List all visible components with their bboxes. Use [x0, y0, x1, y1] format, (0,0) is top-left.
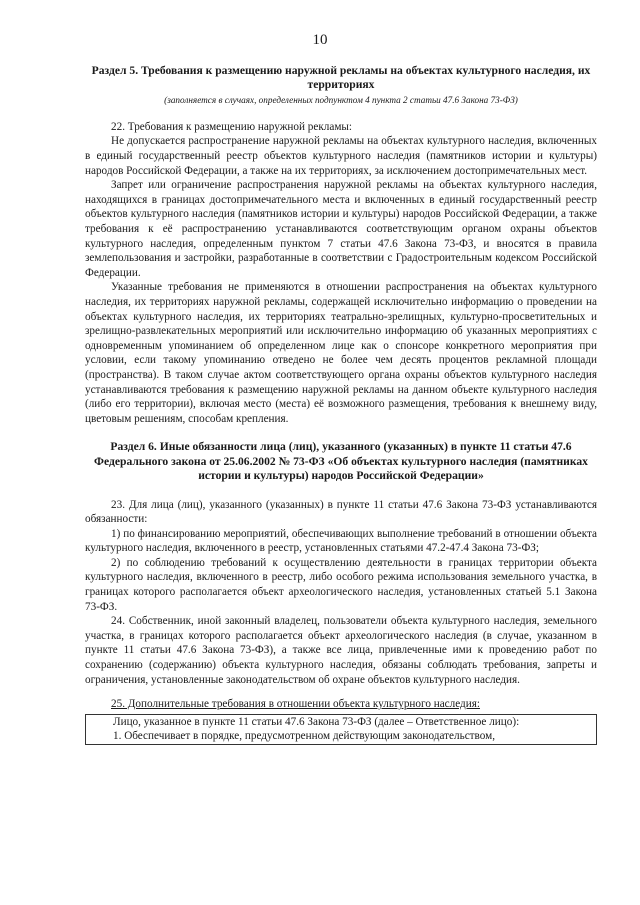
paragraph: 23. Для лица (лиц), указанного (указанных) в пункте 11 статьи 47.6 Закона 73-ФЗ устанавливаются обязанности: — [85, 498, 597, 526]
paragraph: 22. Требования к размещению наружной рекламы: — [111, 120, 353, 133]
box-line: Лицо, указанное в пункте 11 статьи 47.6 Закона 73-ФЗ (далее – Ответственное лицо): — [113, 715, 520, 728]
paragraph: Запрет или ограничение распространения наружной рекламы на объектах культурного наследия, находящихся в границах достопримечательного места и включенных в единый государственный реестр объектов культурного наследия (памятников истории и культуры) народов Российской Федерации, а также требования к её распространению устанавливаются соответствующим органом охраны объектов культурного наследия, определенным пунктом 7 статьи 47.6 Закона 73-ФЗ, и вносятся в правила землепользования и застройки, разработанные в соответствии с Градостроительным кодексом Российской Федерации. — [85, 179, 597, 279]
section25-box — [85, 714, 597, 745]
paragraph: 24. Собственник, иной законный владелец, пользователи объекта культурного наследия, земельного участка, в границах которого располагается объект археологического наследия (в случае, указанном в пункте 11 статьи 47.6 Закона 73-ФЗ), а также все лица, привлеченные ими к проведению работ по сохранению (содержанию) объекта культурного наследия, обязаны соблюдать требования, запреты и ограничения, установленные законодательством об охране объектов культурного наследия. — [85, 615, 597, 686]
paragraph: Не допускается распространение наружной рекламы на объектах культурного наследия, включенных в единый государственный реестр объектов культурного наследия (памятников истории и культуры) народов Российской Федерации, а также на их территориях, за исключением достопримечательных мест. — [85, 135, 597, 177]
section6-title: Раздел 6. Иные обязанности лица (лиц), указанного (указанных) в пункте 11 статьи 47.6 Федерального закона от 25.06.2002 № 73-ФЗ «Об объектах культурного наследия (памятниках истории и культуры) народов Российской Федерации» — [94, 440, 588, 483]
page-content — [85, 64, 597, 745]
section25-heading: 25. Дополнительные требования в отношении объекта культурного наследия: — [111, 698, 480, 711]
paragraph: 2) по соблюдению требований к осуществлению деятельности в границах территории объекта культурного наследия, включенного в реестр, либо особого режима использования земельного участка, в границах которого располагается объект археологического наследия, установленных статьей 5.1 Закона 73-ФЗ. — [85, 556, 597, 613]
paragraph: 1) по финансированию мероприятий, обеспечивающих выполнение требований в отношении объекта культурного наследия, включенного в реестр, установленных статьями 47.2-47.4 Закона 73-ФЗ; — [85, 527, 597, 555]
section5-note: (заполняется в случаях, определенных подпунктом 4 пункта 2 статьи 47.6 Закона 73-ФЗ) — [164, 94, 518, 105]
section5-title: Раздел 5. Требования к размещению наружной рекламы на объектах культурного наследия, их территориях — [91, 64, 591, 92]
page-number: 10 — [312, 32, 328, 48]
paragraph: Указанные требования не применяются в отношении распространения на объектах культурного наследия, их территориях наружной рекламы, содержащей исключительно информацию о проведении на объектах культурного наследия, их территориях театрально-зрелищных, культурно-просветительных и зрелищно-развлекательных мероприятий или исключительно информацию об указанных мероприятиях с одновременным упоминанием об определенном лице как о спонсоре конкретного мероприятия при условии, если такому упоминанию отведено не более чем десять процентов рекламной площади (пространства). В таком случае актом соответствующего органа охраны объектов культурного наследия устанавливаются требования к размещению наружной рекламы на данном объекте культурного наследия (либо его территории), включая место (места) её возможного размещения, требования к внешнему виду, цветовым решениям, способам крепления. — [85, 281, 597, 425]
box-line: 1. Обеспечивает в порядке, предусмотренном действующим законодательством, — [113, 730, 496, 743]
